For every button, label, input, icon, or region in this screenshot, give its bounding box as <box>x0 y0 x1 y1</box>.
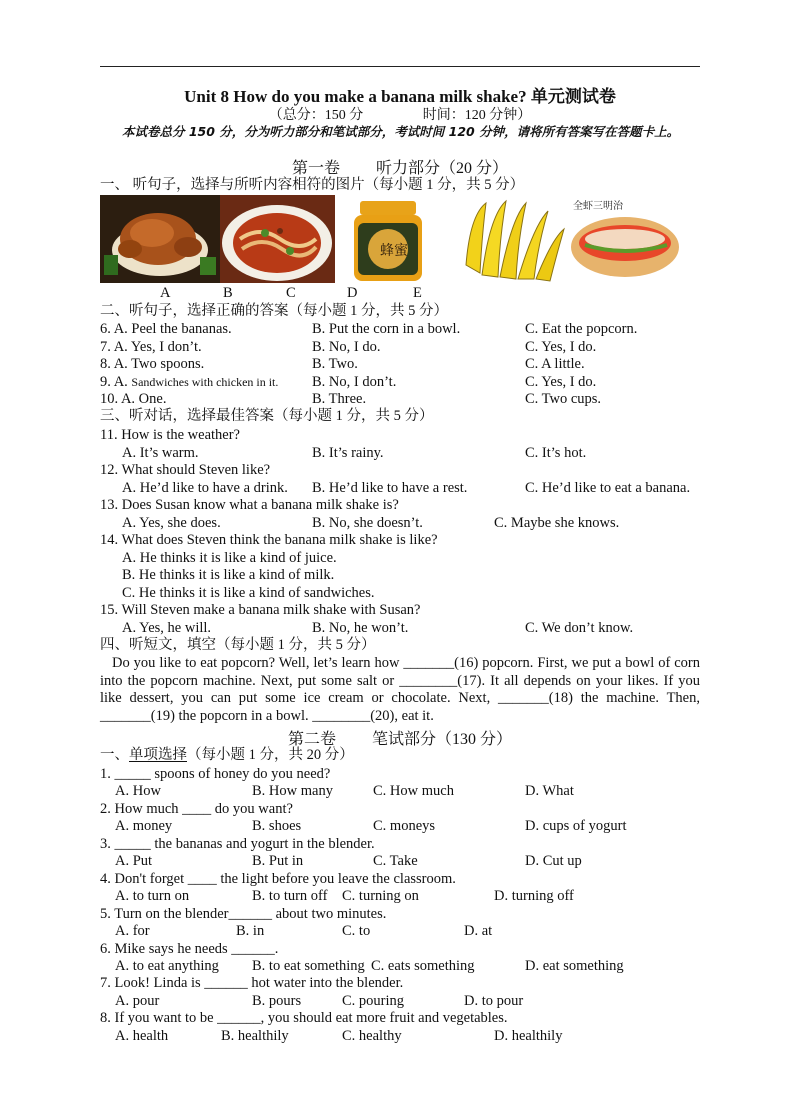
q6-c: C. Eat the popcorn. <box>525 321 638 337</box>
mc6-c: C. eats something <box>371 958 475 974</box>
volume1-name: 第一卷 <box>291 160 340 177</box>
q10-a: 10. A. One. <box>100 391 167 407</box>
mc6-b: B. to eat something <box>252 958 365 974</box>
section2-title: 二、听句子，选择正确的答案（每小题 1 分，共 5 分） <box>100 303 448 319</box>
q12-c: C. He’d like to eat a banana. <box>525 480 691 496</box>
mc-3-options <box>100 852 700 870</box>
label-a: A <box>160 285 171 301</box>
q9-a <box>100 373 278 391</box>
mc5-b: B. in <box>236 923 265 939</box>
q14-c <box>100 584 700 602</box>
question-13: 13. Does Susan know what a banana milk shake is? <box>100 497 399 513</box>
mc7-d: D. to pour <box>464 993 524 1009</box>
mc7-b: B. pours <box>252 993 302 1009</box>
mc-8-options <box>100 1027 700 1045</box>
q10-c: C. Two cups. <box>525 391 602 407</box>
total-score: （总分：150 分 <box>268 108 364 123</box>
mc2-b: B. shoes <box>252 818 302 834</box>
question-15: 15. Will Steven make a banana milk shake with Susan? <box>100 602 421 618</box>
q6-a: 6. A. Peel the bananas. <box>100 321 232 337</box>
picture-labels <box>100 284 700 302</box>
mc1-c: C. How much <box>373 783 454 799</box>
mc5-c: C. to <box>342 923 371 939</box>
q12-b: B. He’d like to have a rest. <box>312 480 468 496</box>
mc8-a: A. health <box>115 1028 169 1044</box>
mc3-c: C. Take <box>373 853 418 869</box>
q14-b <box>100 566 700 584</box>
part1-underlined: 单项选择 <box>129 747 187 763</box>
mc5-a: A. for <box>115 923 150 939</box>
mc2-d: D. cups of yogurt <box>525 818 627 834</box>
mc-7-options <box>100 992 700 1010</box>
picture-b-noodles <box>220 195 335 283</box>
page-title: Unit 8 How do you make a banana milk shake? 单元测试卷 <box>184 87 616 106</box>
instructions: 本试卷总分 150 分，分为听力部分和笔试部分，考试时间 120 分钟，请将所有答案写在答题卡上。 <box>122 124 680 139</box>
mc-1-options <box>100 782 700 800</box>
mc-5: 5. Turn on the blender______ about two minutes. <box>100 906 387 922</box>
question-9 <box>100 373 700 391</box>
q8-c: C. A little. <box>525 356 585 372</box>
mc1-b: B. How many <box>252 783 333 799</box>
question-12: 12. What should Steven like? <box>100 462 271 478</box>
mc6-d: D. eat something <box>525 958 624 974</box>
q7-a: 7. A. Yes, I don’t. <box>100 339 202 355</box>
sandwich-label-text: 全虾三明治 <box>573 201 623 212</box>
mc8-d: D. healthily <box>494 1028 563 1044</box>
mc1-a: A. How <box>115 783 161 799</box>
question-15-options <box>100 619 700 637</box>
mc-8: 8. If you want to be ______, you should eat more fruit and vegetables. <box>100 1010 508 1026</box>
mc7-a: A. pour <box>115 993 160 1009</box>
question-6 <box>100 320 700 338</box>
q14-a <box>100 549 700 567</box>
volume2-title: 笔试部分（130 分） <box>372 731 513 748</box>
exam-meta <box>100 104 700 124</box>
label-c: C <box>286 285 296 301</box>
mc-6: 6. Mike says he needs ______. <box>100 941 279 957</box>
question-12-options <box>100 479 700 497</box>
mc4-b: B. to turn off <box>252 888 328 904</box>
mc4-a: A. to turn on <box>115 888 190 904</box>
question-7 <box>100 338 700 356</box>
q9-c: C. Yes, I do. <box>525 374 597 390</box>
part1-title <box>100 746 700 764</box>
question-10 <box>100 390 700 408</box>
label-e: E <box>413 285 422 301</box>
q9-a-text: Sandwiches with chicken in it. <box>131 375 279 389</box>
q14-c-text: C. He thinks it is like a kind of sandwiches. <box>122 585 375 601</box>
label-d: D <box>347 285 358 301</box>
q8-b: B. Two. <box>312 356 358 372</box>
mc-4: 4. Don't forget ____ the light before you leave the classroom. <box>100 871 456 887</box>
mc2-a: A. money <box>115 818 173 834</box>
q11-c: C. It’s hot. <box>525 445 587 461</box>
mc1-d: D. What <box>525 783 574 799</box>
mc3-d: D. Cut up <box>525 853 582 869</box>
volume2-name: 第二卷 <box>287 731 336 748</box>
q14-b-text: B. He thinks it is like a kind of milk. <box>122 567 335 583</box>
q15-c: C. We don’t know. <box>525 620 634 636</box>
q13-a: A. Yes, she does. <box>122 515 221 531</box>
part1-prefix: 一、 <box>100 747 129 763</box>
q9-num: 9. A. <box>100 374 132 390</box>
section3-title: 三、听对话，选择最佳答案（每小题 1 分，共 5 分） <box>100 408 434 424</box>
mc3-b: B. Put in <box>252 853 304 869</box>
label-b: B <box>223 285 233 301</box>
picture-d-bananas <box>460 195 565 283</box>
q13-b: B. No, she doesn’t. <box>312 515 423 531</box>
q15-a: A. Yes, he will. <box>122 620 212 636</box>
mc3-a: A. Put <box>115 853 153 869</box>
mc-3: 3. _____ the bananas and yogurt in the blender. <box>100 836 375 852</box>
mc6-a: A. to eat anything <box>115 958 219 974</box>
section4-title: 四、听短文，填空（每小题 1 分，共 5 分） <box>100 637 376 653</box>
volume1-heading <box>100 155 700 178</box>
section4-passage <box>100 655 700 725</box>
exam-time: 时间：120 分钟） <box>422 108 532 123</box>
picture-strip <box>100 195 684 283</box>
mc5-d: D. at <box>464 923 493 939</box>
question-11-options <box>100 444 700 462</box>
mc-5-options <box>100 922 700 940</box>
q14-a-text: A. He thinks it is like a kind of juice. <box>122 550 337 566</box>
passage-text: Do you like to eat popcorn? Well, let’s learn how _______(16) popcorn. First, we put a bowl of corn into the popcorn machine. Next, put some salt or ________(17). It all depends on your likes. If you like dessert, you can put some ice cream or chocolate. Next, _______(18) the machine. Then, _______(19) the popcorn in a bowl. ________(20), eat it. <box>100 655 700 724</box>
picture-a-roast-chicken <box>100 195 220 283</box>
mc-6-options <box>100 957 700 975</box>
q11-a: A. It’s warm. <box>122 445 199 461</box>
mc-7: 7. Look! Linda is ______ hot water into the blender. <box>100 975 404 991</box>
mc2-c: C. moneys <box>373 818 436 834</box>
q12-a: A. He’d like to have a drink. <box>122 480 288 496</box>
question-13-options <box>100 514 700 532</box>
mc8-c: C. healthy <box>342 1028 402 1044</box>
q15-b: B. No, he won’t. <box>312 620 409 636</box>
picture-c-honey-jar <box>340 195 440 283</box>
question-11: 11. How is the weather? <box>100 427 240 443</box>
honey-label-text: 蜂蜜 <box>380 243 408 259</box>
mc-2: 2. How much ____ do you want? <box>100 801 293 817</box>
mc8-b: B. healthily <box>221 1028 289 1044</box>
question-8 <box>100 355 700 373</box>
picture-e-sandwich <box>567 195 684 283</box>
q7-b: B. No, I do. <box>312 339 381 355</box>
q10-b: B. Three. <box>312 391 367 407</box>
question-14: 14. What does Steven think the banana milk shake is like? <box>100 532 438 548</box>
q13-c: C. Maybe she knows. <box>494 515 620 531</box>
q6-b: B. Put the corn in a bowl. <box>312 321 461 337</box>
mc-1: 1. _____ spoons of honey do you need? <box>100 766 331 782</box>
mc4-c: C. turning on <box>342 888 419 904</box>
q7-c: C. Yes, I do. <box>525 339 597 355</box>
section1-title: 一、 听句子，选择与所听内容相符的图片（每小题 1 分，共 5 分） <box>100 177 525 193</box>
mc-4-options <box>100 887 700 905</box>
q9-b: B. No, I don’t. <box>312 374 397 390</box>
q8-a: 8. A. Two spoons. <box>100 356 205 372</box>
mc4-d: D. turning off <box>494 888 574 904</box>
mc-2-options <box>100 817 700 835</box>
volume1-title: 听力部分（20 分） <box>376 160 509 177</box>
mc7-c: C. pouring <box>342 993 405 1009</box>
q11-b: B. It’s rainy. <box>312 445 384 461</box>
part1-suffix: （每小题 1 分，共 20 分） <box>187 747 354 763</box>
top-rule <box>100 66 700 67</box>
